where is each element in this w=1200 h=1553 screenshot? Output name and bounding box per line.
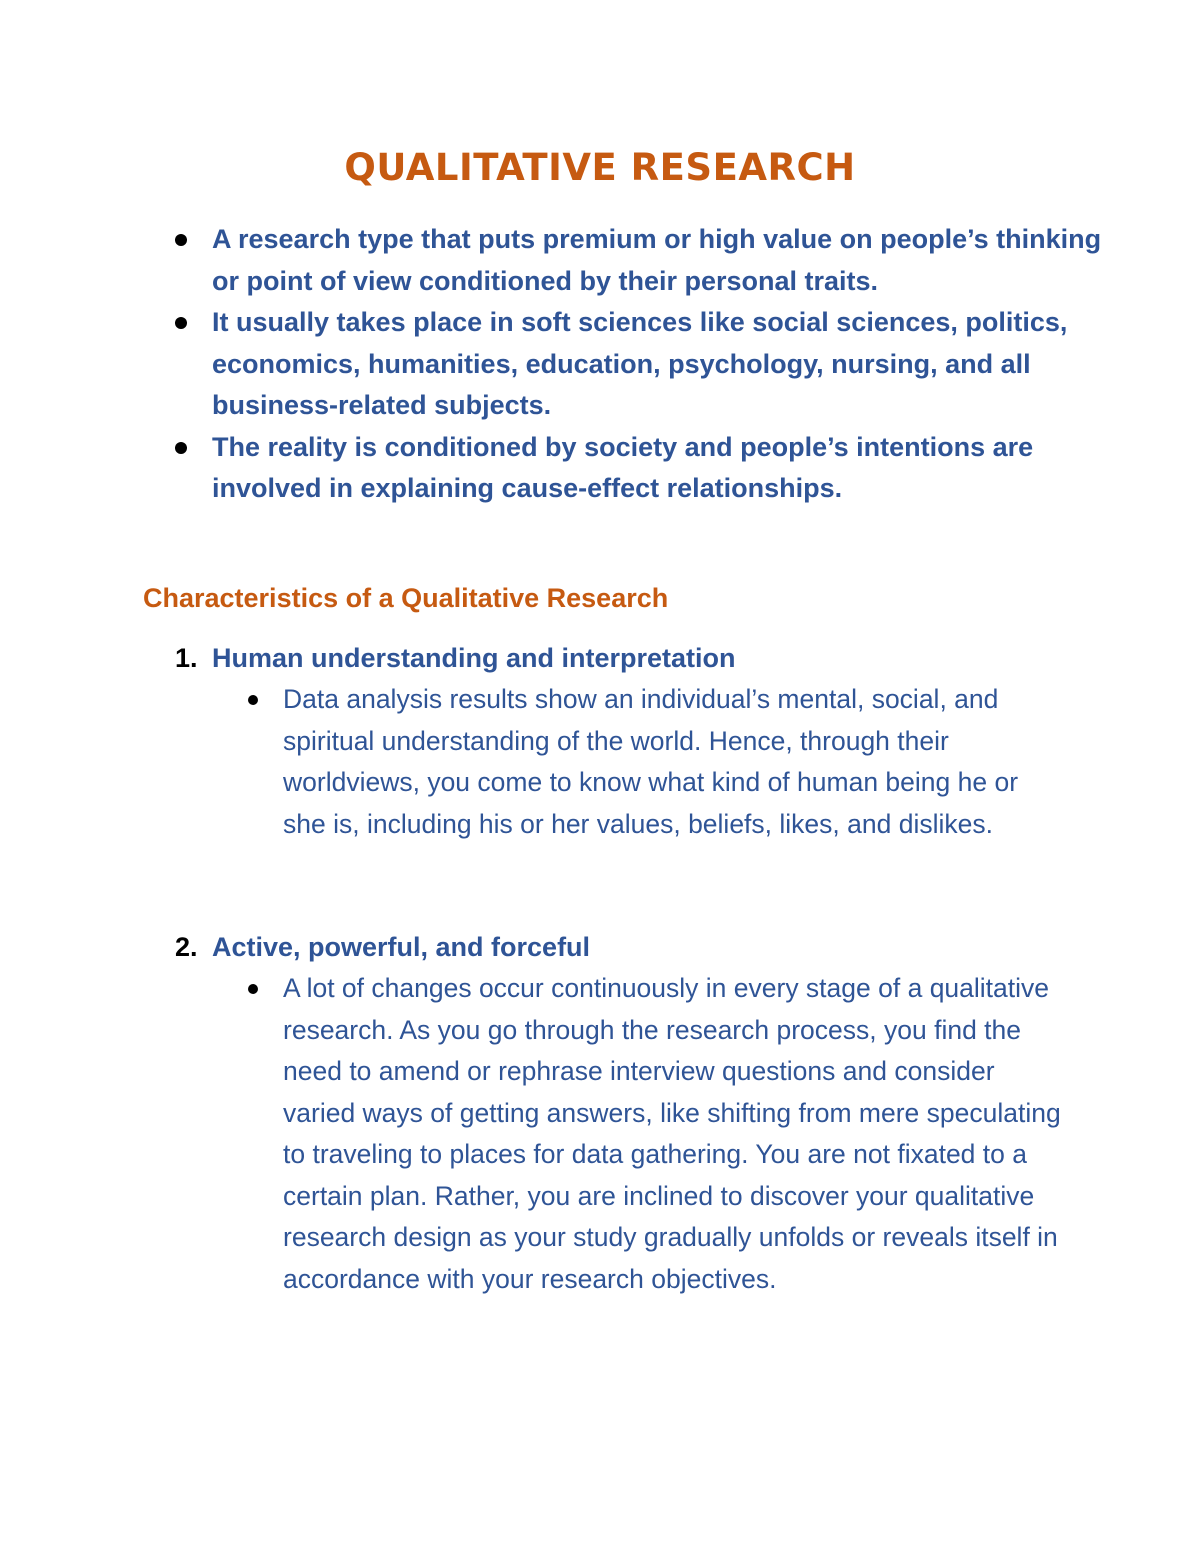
list-item-text: It usually takes place in soft sciences like social sciences, politics, economics, humanities, education, psychology, nursing, and all business-related subjects. (212, 307, 1068, 420)
item-number: 1. (175, 643, 198, 673)
characteristic-description (283, 968, 1063, 1300)
intro-bullet-list (212, 219, 1112, 510)
list-item-text: A research type that puts premium or high value on people’s thinking or point of view conditioned by their personal traits. (212, 224, 1102, 296)
characteristic-item-1 (143, 638, 1103, 845)
bullet-icon (175, 442, 187, 454)
list-item (212, 302, 1112, 427)
item-title: Human understanding and interpretation (212, 643, 736, 673)
page-title: QUALITATIVE RESEARCH (344, 146, 856, 189)
section-heading: Characteristics of a Qualitative Research (143, 583, 669, 613)
bullet-icon (248, 695, 258, 705)
bullet-icon (248, 984, 258, 994)
characteristic-description (283, 679, 1063, 845)
list-item-text: The reality is conditioned by society and people’s intentions are involved in explaining cause-effect relationships. (212, 431, 1034, 503)
list-item (212, 219, 1112, 302)
characteristic-item-2 (143, 927, 1103, 1300)
bullet-icon (175, 317, 187, 329)
item-title: Active, powerful, and forceful (212, 932, 591, 962)
item-number: 2. (175, 932, 198, 962)
characteristic-heading (143, 927, 1103, 968)
characteristic-heading (143, 638, 1103, 679)
list-item (212, 427, 1112, 510)
bullet-icon (175, 234, 187, 246)
description-text: A lot of changes occur continuously in every stage of a qualitative research. As you go through the research process, you find the need to amend or rephrase interview questions and consider varied ways of getting answers, like shifting from mere speculating to traveling to places for data gathering. You are not fixated to a certain plan. Rather, you are inclined to discover your qualitative research design as your study gradually unfolds or reveals itself in accordance with your research objectives. (283, 973, 1061, 1294)
description-text: Data analysis results show an individual’s mental, social, and spiritual understanding of the world. Hence, through their worldviews, you come to know what kind of human being he or she is, including his or her values, beliefs, likes, and dislikes. (283, 684, 1019, 839)
